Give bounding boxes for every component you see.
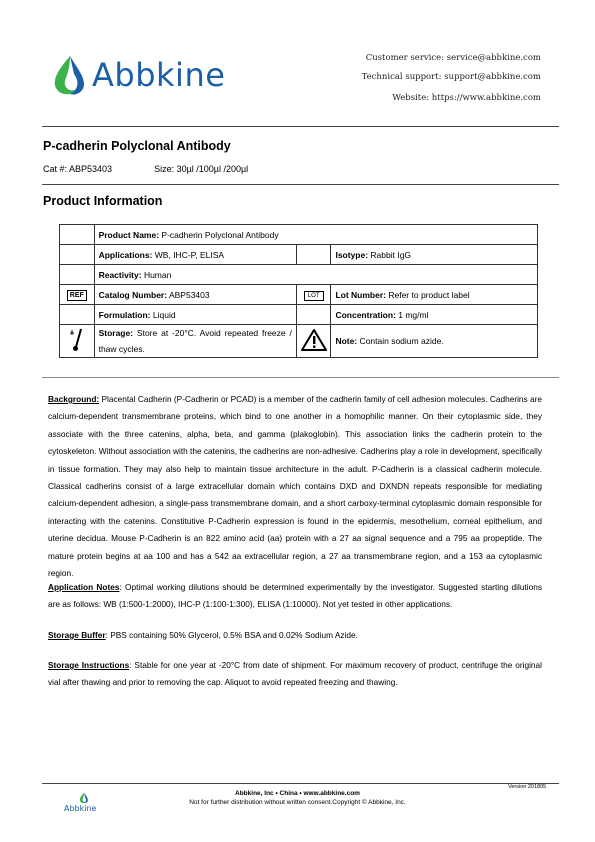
footer-divider	[42, 783, 559, 784]
table-row: Storage: Store at -20°C. Avoid repeated freeze / thaw cycles. Note: Contain sodium azide.	[60, 325, 538, 358]
storage-instructions-heading: Storage Instructions	[48, 660, 130, 670]
version-label: Version 201805	[508, 784, 547, 790]
background-text: Placental Cadherin (P-Cadherin or PCAD) is a member of the cadherin family of cell adhesion molecules. Cadherins are calcium-dependent transmembrane proteins, which bind to one another in a homophilic manner. On their cytoplasmic side, they associate with the three catenins, alpha, beta, and gamma (plakoglobin). This association links the cadherin protein to the cytoskeleton. Without association with the catenins, the cadherins are non-adhesive. Cadherins play a role in development, specifically in tissue formation. They may also help to maintain tissue architecture in the adult. P-Cadherin is a classical cadherin molecule. Classical cadherins consist of a large extracellular domain which contains DXD and DXNDN repeats responsible for mediating calcium-dependent adhesion, a single-pass transmembrane domain, and a short carboxy-terminal cytoplasmic domain responsible for interacting with the catenins. Constitutive P-Cadherin expression is found in the epidermis, mesothelium, corneal epithelium, and uterine decidua. Mouse P-Cadherin is an 822 amino acid (aa) protein with a 27 aa signal sequence and a 795 aa propeptide. The mature protein begins at aa 100 and has a 542 aa extracellular region, a 27 aa transmembrane region, and a 153 aa cytoplasmic region.	[48, 394, 542, 579]
brand-wordmark: Abbkine	[92, 56, 226, 94]
website-contact: Website: https://www.abbkine.com	[392, 93, 541, 103]
product-title: P-cadherin Polyclonal Antibody	[43, 139, 231, 153]
application-notes-text: : Optimal working dilutions should be determined experimentally by the investigator. Suggested starting dilutions are as follows: WB (1:500-1:2000), IHC-P (1:100-1:300), ELISA (1:10000). Not yet tested in other applications.	[48, 582, 543, 610]
table-row: Formulation: Liquid Concentration: 1 mg/ml	[60, 305, 538, 325]
logo-mark-icon	[50, 54, 90, 98]
product-name-value: P-cadherin Polyclonal Antibody	[159, 229, 279, 240]
note-value: Contain sodium azide.	[357, 336, 444, 346]
catalog-size-line	[43, 164, 248, 174]
footer-copyright-line: Not for further distribution without written consent.Copyright © Abbkine, Inc.	[189, 799, 406, 806]
footer-company-line: Abbkine, Inc • China • www.abbkine.com	[235, 790, 360, 797]
product-info-table	[59, 224, 538, 358]
storage-buffer-paragraph	[48, 627, 542, 644]
application-notes-heading: Application Notes	[48, 582, 120, 592]
table-row: Reactivity: Human	[60, 265, 538, 285]
section-title: Product Information	[43, 194, 163, 208]
thermometer-icon	[69, 327, 85, 353]
catalog-number: Cat #: ABP53403	[43, 164, 113, 174]
storage-buffer-text: : PBS containing 50% Glycerol, 0.5% BSA and 0.02% Sodium Azide.	[105, 630, 358, 640]
lot-icon: LOT	[304, 291, 324, 301]
warning-icon	[301, 328, 327, 352]
catalog-value: ABP53403	[167, 289, 210, 300]
application-notes-paragraph	[48, 579, 542, 614]
footer-brand-wordmark: Abbkine	[64, 804, 97, 813]
table-row: REF Catalog Number: ABP53403 LOT Lot Number: Refer to product label	[60, 285, 538, 305]
lot-value: Refer to product label	[385, 289, 470, 300]
technical-support-contact: Technical support: support@abbkine.com	[361, 72, 541, 82]
table-row: Applications: WB, IHC-P, ELISA Isotype: Rabbit IgG	[60, 245, 538, 265]
concentration-value: 1 mg/ml	[395, 309, 429, 320]
title-divider	[42, 184, 559, 185]
background-paragraph	[48, 391, 542, 582]
header-divider	[42, 126, 559, 127]
background-heading: Background:	[48, 394, 100, 404]
storage-instructions-text: : Stable for one year at -20°C from date of shipment. For maximum recovery of product, centrifuge the original vial after thawing and prior to removing the cap. Aliquot to avoid repeated freezing and thawing.	[48, 660, 542, 688]
isotype-value: Rabbit IgG	[368, 249, 412, 260]
abbkine-logo	[50, 52, 270, 102]
customer-service-contact: Customer service: service@abbkine.com	[365, 53, 541, 63]
table-divider	[42, 377, 559, 378]
table-row: Product Name: P-cadherin Polyclonal Antibody	[60, 225, 538, 245]
formulation-value: Liquid	[150, 309, 176, 320]
storage-buffer-heading: Storage Buffer	[48, 630, 106, 640]
reactivity-value: Human	[141, 269, 172, 280]
applications-value: WB, IHC-P, ELISA	[152, 249, 225, 260]
ref-icon: REF	[67, 290, 87, 301]
storage-value: Store at -20°C. Avoid repeated freeze / thaw cycles.	[98, 328, 292, 354]
size-options: Size: 30µl /100µl /200µl	[154, 164, 249, 174]
storage-instructions-paragraph	[48, 657, 542, 692]
